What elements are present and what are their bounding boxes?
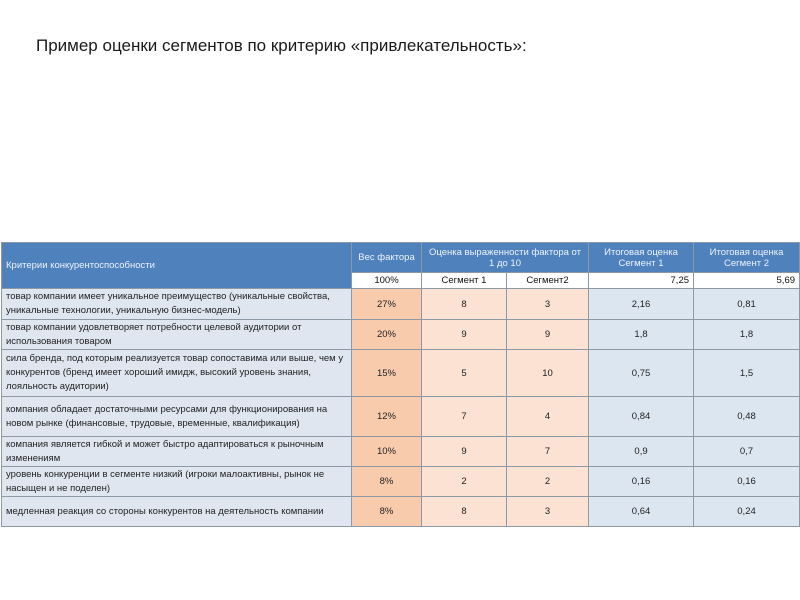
total1-sum: 7,25 <box>589 273 694 289</box>
weight-cell: 10% <box>352 437 422 467</box>
criterion-cell: компания обладает достаточными ресурсами для функционирования на новом рынке (финансовые, трудовые, временные, квалификация) <box>2 397 352 437</box>
criterion-cell: товар компании имеет уникальное преимущество (уникальные свойства, уникальные технологии, уникальную бизнес-модель) <box>2 289 352 320</box>
weight-total: 100% <box>352 273 422 289</box>
total2-cell: 0,48 <box>694 397 800 437</box>
total1-cell: 0,75 <box>589 350 694 397</box>
weight-cell: 8% <box>352 467 422 497</box>
criterion-cell: сила бренда, под которым реализуется товар сопоставима или выше, чем у конкурентов (бренд имеет хороший имидж, высокий уровень знания, лояльность аудитории) <box>2 350 352 397</box>
table-row <box>2 497 800 527</box>
segment-evaluation-table <box>1 242 800 527</box>
total2-cell: 1,8 <box>694 320 800 350</box>
total1-cell: 0,64 <box>589 497 694 527</box>
header-row <box>2 243 800 273</box>
rating-header: Оценка выраженности фактора от 1 до 10 <box>422 243 589 273</box>
total2-cell: 0,16 <box>694 467 800 497</box>
total1-cell: 1,8 <box>589 320 694 350</box>
criterion-cell: компания является гибкой и может быстро адаптироваться к рыночным изменениям <box>2 437 352 467</box>
table-row <box>2 289 800 320</box>
total2-cell: 0,24 <box>694 497 800 527</box>
segment1-score-cell: 2 <box>422 467 507 497</box>
segment2-score-cell: 4 <box>507 397 589 437</box>
segment1-score-cell: 9 <box>422 437 507 467</box>
total2-header: Итоговая оценка Сегмент 2 <box>694 243 800 273</box>
weight-cell: 15% <box>352 350 422 397</box>
segment1-score-cell: 8 <box>422 497 507 527</box>
segment2-score-cell: 2 <box>507 467 589 497</box>
total2-cell: 0,7 <box>694 437 800 467</box>
weight-cell: 20% <box>352 320 422 350</box>
total1-cell: 2,16 <box>589 289 694 320</box>
total1-cell: 0,84 <box>589 397 694 437</box>
table-row <box>2 397 800 437</box>
segment2-score-cell: 9 <box>507 320 589 350</box>
total1-cell: 0,16 <box>589 467 694 497</box>
slide-title: Пример оценки сегментов по критерию «привлекательность»: <box>36 36 527 55</box>
total2-cell: 1,5 <box>694 350 800 397</box>
segment1-header: Сегмент 1 <box>422 273 507 289</box>
table-row <box>2 467 800 497</box>
segment1-score-cell: 8 <box>422 289 507 320</box>
segment2-header: Сегмент2 <box>507 273 589 289</box>
weight-header: Вес фактора <box>352 243 422 273</box>
weight-cell: 8% <box>352 497 422 527</box>
total2-cell: 0,81 <box>694 289 800 320</box>
table-row <box>2 350 800 397</box>
segment1-score-cell: 7 <box>422 397 507 437</box>
segment2-score-cell: 7 <box>507 437 589 467</box>
table-row <box>2 437 800 467</box>
segment2-score-cell: 3 <box>507 497 589 527</box>
criterion-cell: медленная реакция со стороны конкурентов на деятельность компании <box>2 497 352 527</box>
weight-cell: 27% <box>352 289 422 320</box>
criterion-cell: товар компании удовлетворяет потребности целевой аудитории от использования товаром <box>2 320 352 350</box>
criteria-header: Критерии конкурентоспособности <box>2 243 352 289</box>
total2-sum: 5,69 <box>694 273 800 289</box>
segment1-score-cell: 5 <box>422 350 507 397</box>
total1-cell: 0,9 <box>589 437 694 467</box>
criterion-cell: уровень конкуренции в сегменте низкий (игроки малоактивны, рынок не насыщен и не поделен) <box>2 467 352 497</box>
total1-header: Итоговая оценка Сегмент 1 <box>589 243 694 273</box>
segment2-score-cell: 3 <box>507 289 589 320</box>
table-row <box>2 320 800 350</box>
weight-cell: 12% <box>352 397 422 437</box>
segment1-score-cell: 9 <box>422 320 507 350</box>
segment2-score-cell: 10 <box>507 350 589 397</box>
